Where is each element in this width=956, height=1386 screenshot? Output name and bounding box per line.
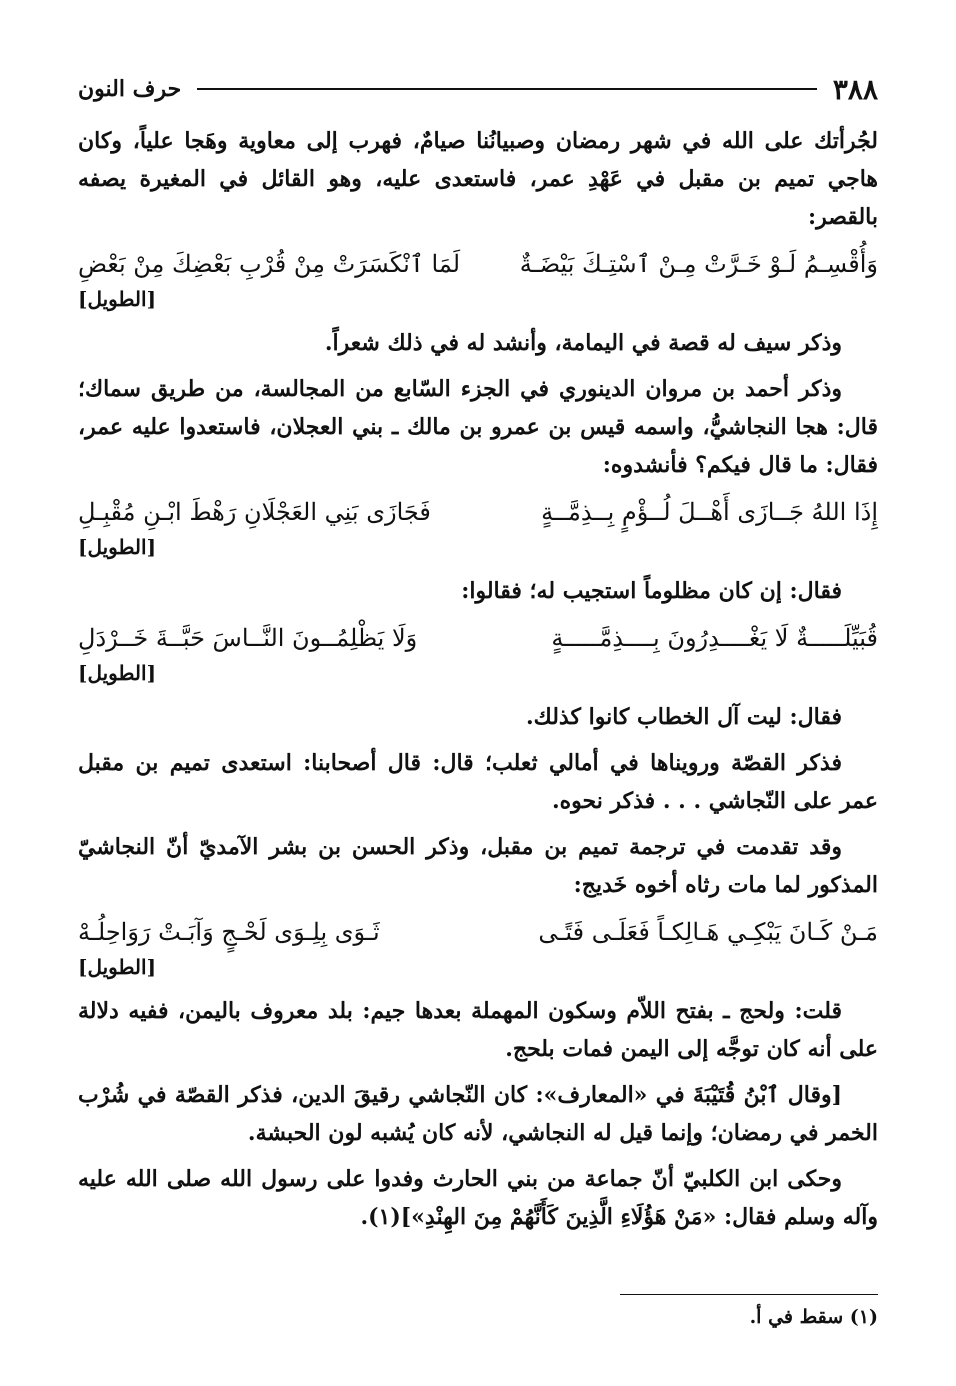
paragraph: فذكر القصّة ورويناها في أمالي ثعلب؛ قال: قال أصحابنا: استعدى تميم بن مقبل عمر على النّجاشي . . . فذكر نحوه. xyxy=(78,750,878,814)
verse-line xyxy=(78,244,878,284)
verse-hemistich-first: وَأُقْسِـمُ لَـوْ خَـرَّتْ مِـنْ ٱسْتِـكَ بَيْضَـةٌ xyxy=(519,250,878,278)
paragraph: وقد تقدمت في ترجمة تميم بن مقبل، وذكر الحسن بن بشر الآمديّ أنّ النجاشيّ المذكور لما مات رثاه أخوه خَديج: xyxy=(78,834,878,898)
paragraph: [وقال ٱبْنُ قُتَيْبَةَ في «المعارف»: كان النّجاشي رقيقَ الدين، فذكر القصّة في شُرْب الخمر في رمضان؛ وإنما قيل له النجاشي، لأنه كان يُشبه لون الحبشة. xyxy=(78,1082,878,1146)
page-header xyxy=(78,72,878,106)
header-rule xyxy=(197,88,817,90)
verse-hemistich-first: قُبَيِّلَـــــةٌ لَا يَغْــــدِرُونَ بِــــذِمَّـــــةٍ xyxy=(551,624,878,652)
paragraph: وذكر أحمد بن مروان الدينوري في الجزء السّابع من المجالسة، من طريق سماك؛ قال: هجا النجاشيُّ، واسمه قيس بن عمرو بن مالك ـ بني العجلان، فاستعدوا عليه عمر، فقال: ما قال فيكم؟ فأنشدوه: xyxy=(78,376,878,478)
footnote: (١) سقط في أ. xyxy=(749,1306,878,1328)
meter-label: [الطويل] xyxy=(78,535,157,559)
paragraph: قلت: ولحج ـ بفتح اللاّم وسكون المهملة بعدها جيم: بلد معروف باليمن، ففيه دلالة على أنه كان توجَّه إلى اليمن فمات بلحج. xyxy=(78,998,878,1062)
verse-line xyxy=(78,618,878,658)
paragraph: فقال: ليت آل الخطاب كانوا كذلك. xyxy=(526,704,842,730)
paragraph: وذكر سيف له قصة في اليمامة، وأنشد له في ذلك شعراً. xyxy=(324,330,842,356)
verse-hemistich-second: وَلَا يَظْلِمُــونَ النَّــاسَ حَبَّــةَ خَــرْدَلِ xyxy=(78,624,418,652)
page-number: ٣٨٨ xyxy=(832,72,878,106)
verse-line xyxy=(78,492,878,532)
section-title: حرف النون xyxy=(78,76,182,102)
verse-hemistich-first: مَـنْ كَـانَ يَبْكِـي هَـالِكـاً فَعَلَـى فَتًـى xyxy=(538,918,878,946)
body-text xyxy=(78,122,878,1244)
paragraph: فقال: إن كان مظلوماً استجيب له؛ فقالوا: xyxy=(461,578,842,604)
verse-hemistich-second: لَمَا ٱنْكَسَرَتْ مِنْ قُرْبِ بَعْضِكَ مِنْ بَعْضِ xyxy=(78,250,461,278)
footnote-rule xyxy=(620,1294,878,1295)
paragraph: لجُرأتك على الله في شهر رمضان وصبيانُنا صيامٌ، فهرب إلى معاوية وهَجا علياً، وكان هاجي تميم بن مقبل في عَهْدِ عمر، فاستعدى عليه، وهو القائل في المغيرة يصفه بالقصر: xyxy=(78,128,878,230)
meter-label: [الطويل] xyxy=(78,661,157,685)
paragraph: وحكى ابن الكلبيّ أنّ جماعة من بني الحارث وفدوا على رسول الله صلى الله عليه وآله وسلم فقال: «مَنْ هَؤُلَاءِ الَّذِينَ كَأَنَّهُمْ مِنَ الهِنْدِ»](١). xyxy=(78,1166,878,1230)
verse-line xyxy=(78,912,878,952)
verse-hemistich-second: ثَـوَى بِلِـوَى لَحْـجٍ وَآبَـتْ رَوَاحِلُـهْ xyxy=(78,918,380,946)
meter-label: [الطويل] xyxy=(78,287,157,311)
meter-label: [الطويل] xyxy=(78,955,157,979)
verse-hemistich-first: إِذَا اللهُ جَــازَى أَهْــلَ لُــؤْمٍ بِــذِمَّــةٍ xyxy=(541,498,878,526)
verse-hemistich-second: فَجَازَى بَنِي العَجْلَانِ رَهْطَ ابْـنِ مُقْبِـلِ xyxy=(78,498,431,526)
